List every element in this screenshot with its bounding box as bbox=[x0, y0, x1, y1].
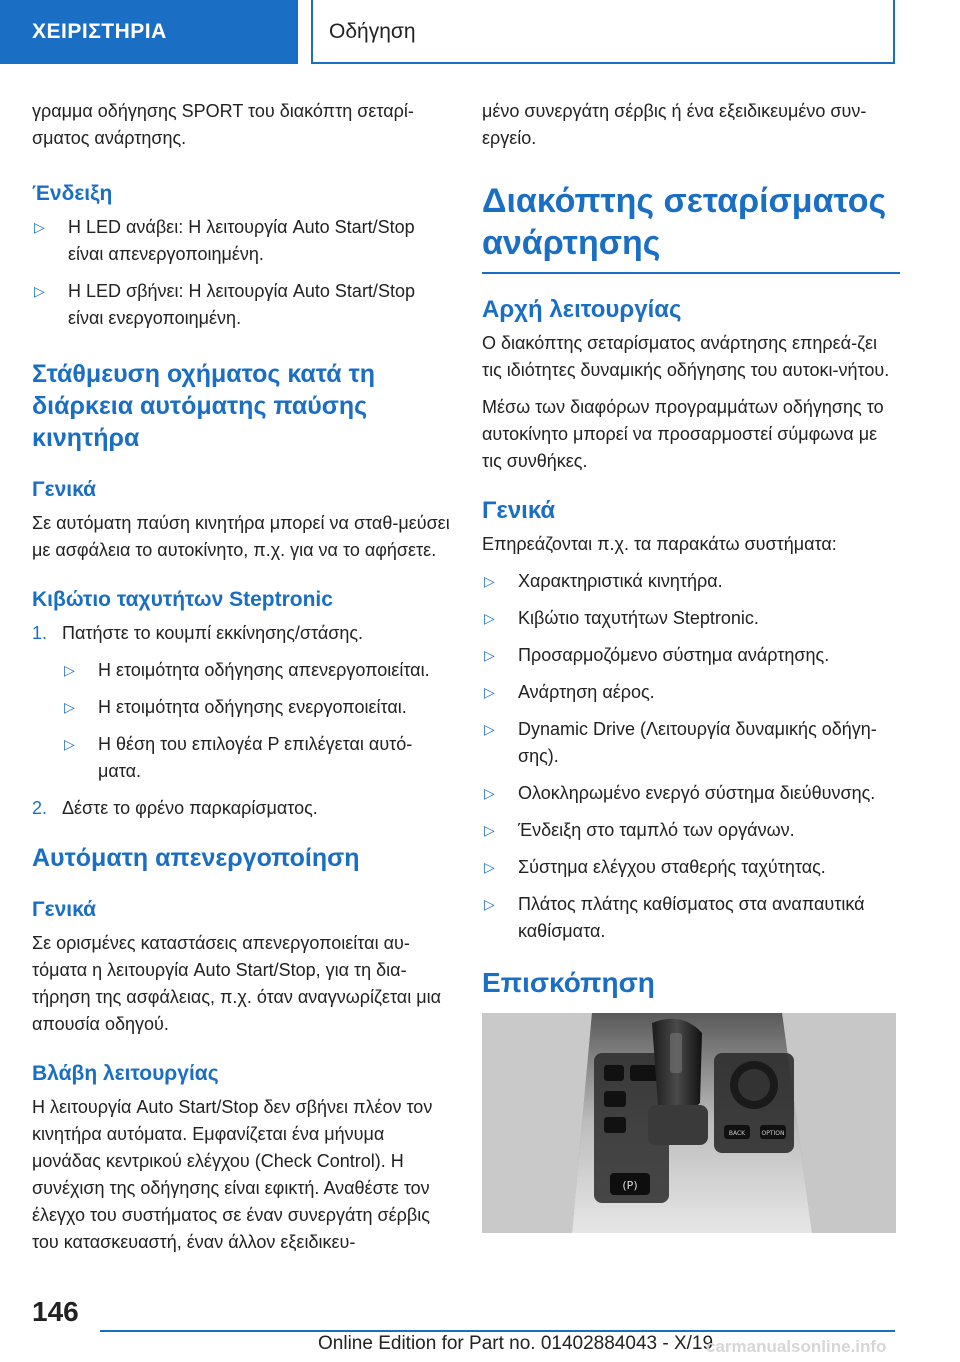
triangle-bullet-icon: ▷ bbox=[484, 859, 495, 875]
intro-paragraph: γραμμα οδήγησης SPORT του διακόπτη σεταρί-σματος ανάρτησης. bbox=[32, 101, 414, 148]
numbered-step bbox=[32, 620, 450, 647]
list-item-text: Χαρακτηριστικά κινητήρα. bbox=[518, 571, 723, 591]
numbered-step bbox=[32, 795, 450, 822]
list-item bbox=[482, 891, 900, 945]
svg-text:(P): (P) bbox=[622, 1179, 638, 1192]
list-item-text: Κιβώτιο ταχυτήτων Steptronic. bbox=[518, 608, 759, 628]
list-item bbox=[482, 679, 900, 706]
triangle-bullet-icon: ▷ bbox=[484, 822, 495, 838]
parking-heading: Στάθμευση οχήματος κατά τη διάρκεια αυτόματης παύσης κινητήρα bbox=[32, 360, 376, 452]
triangle-bullet-icon: ▷ bbox=[484, 610, 495, 626]
site-watermark: carmanualsonline.info bbox=[706, 1337, 887, 1356]
list-item bbox=[482, 780, 900, 807]
overview-heading: Επισκόπηση bbox=[482, 967, 655, 998]
principle-heading: Αρχή λειτουργίας bbox=[482, 296, 682, 323]
list-item-text: Προσαρμοζόμενο σύστημα ανάρτησης. bbox=[518, 645, 830, 665]
general-paragraph: Σε αυτόματη παύση κινητήρα μπορεί να σταθ-μεύσει με ασφάλεια το αυτοκίνητο, π.χ. για να το αφήσετε. bbox=[32, 513, 450, 560]
triangle-bullet-icon: ▷ bbox=[64, 662, 75, 678]
list-item-text: Ολοκληρωμένο ενεργό σύστημα διεύθυνσης. bbox=[518, 783, 876, 803]
auto-off-heading: Αυτόματη απενεργοποίηση bbox=[32, 844, 360, 872]
list-item-text: Η LED σβήνει: Η λειτουργία Auto Start/Stop είναι ενεργοποιημένη. bbox=[68, 281, 415, 328]
list-item bbox=[32, 278, 450, 332]
triangle-bullet-icon: ▷ bbox=[64, 736, 75, 752]
list-item bbox=[62, 731, 450, 785]
general-heading: Γενικά bbox=[32, 898, 97, 921]
list-item-text: Η ετοιμότητα οδήγησης ενεργοποιείται. bbox=[98, 697, 407, 717]
step-number: 2. bbox=[32, 798, 48, 818]
step-number: 1. bbox=[32, 623, 48, 643]
triangle-bullet-icon: ▷ bbox=[484, 647, 495, 663]
continued-paragraph: μένο συνεργάτη σέρβις ή ένα εξειδικευμένο συν-εργείο. bbox=[482, 101, 867, 148]
triangle-bullet-icon: ▷ bbox=[34, 219, 45, 235]
triangle-bullet-icon: ▷ bbox=[484, 684, 495, 700]
list-item-text: Η θέση του επιλογέα P επιλέγεται αυτό-ματα. bbox=[98, 734, 413, 781]
list-item bbox=[32, 214, 450, 268]
list-item bbox=[482, 642, 900, 669]
malfunction-paragraph: Η λειτουργία Auto Start/Stop δεν σβήνει πλέον τον κινητήρα αυτόματα. Εμφανίζεται ένα μήνυμα μονάδας κεντρικού ελέγχου (Check Control). Η συνέχιση της οδήγησης είναι εφικτή. Αναθέστε τον έλεγχο του συστήματος σε έναν συνεργάτη σέρβις του κατασκευαστή, έναν άλλον εξειδικευ- bbox=[32, 1097, 433, 1252]
triangle-bullet-icon: ▷ bbox=[484, 721, 495, 737]
general-paragraph: Επηρεάζονται π.χ. τα παρακάτω συστήματα: bbox=[482, 534, 837, 554]
list-item bbox=[482, 605, 900, 632]
main-heading: Διακόπτης σεταρίσματος ανάρτησης bbox=[482, 180, 900, 274]
page-number: 146 bbox=[32, 1296, 79, 1327]
general-heading: Γενικά bbox=[32, 478, 97, 501]
list-item-text: Dynamic Drive (Λειτουργία δυναμικής οδήγη-σης). bbox=[518, 719, 877, 766]
triangle-bullet-icon: ▷ bbox=[34, 283, 45, 299]
general-heading: Γενικά bbox=[482, 497, 556, 524]
list-item-text: Ανάρτηση αέρος. bbox=[518, 682, 655, 702]
triangle-bullet-icon: ▷ bbox=[64, 699, 75, 715]
section-tab: Οδήγηση bbox=[311, 0, 895, 64]
list-item-text: Η LED ανάβει: Η λειτουργία Auto Start/Stop είναι απενεργοποιημένη. bbox=[68, 217, 415, 264]
option-key-label: OPTION bbox=[761, 1130, 785, 1137]
left-column bbox=[32, 98, 450, 1266]
triangle-bullet-icon: ▷ bbox=[484, 896, 495, 912]
footer-edition: Online Edition for Part no. 01402884043 - X/19 bbox=[318, 1333, 714, 1354]
list-item bbox=[482, 817, 900, 844]
list-item-text: Η ετοιμότητα οδήγησης απενεργοποιείται. bbox=[98, 660, 430, 680]
center-console-photo bbox=[482, 1013, 896, 1233]
list-item bbox=[482, 716, 900, 770]
steptronic-heading: Κιβώτιο ταχυτήτων Steptronic bbox=[32, 588, 333, 611]
malfunction-heading: Βλάβη λειτουργίας bbox=[32, 1062, 219, 1085]
list-item-text: Ένδειξη στο ταμπλό των οργάνων. bbox=[518, 820, 795, 840]
indication-heading: Ένδειξη bbox=[32, 182, 113, 205]
nested-list bbox=[62, 657, 450, 785]
right-column bbox=[482, 98, 900, 1233]
chapter-tab: ΧΕΙΡΙΣΤΗΡΙΑ bbox=[0, 0, 298, 64]
triangle-bullet-icon: ▷ bbox=[484, 573, 495, 589]
triangle-bullet-icon: ▷ bbox=[484, 785, 495, 801]
step-text: Δέστε το φρένο παρκαρίσματος. bbox=[62, 798, 318, 818]
back-key-label: BACK bbox=[728, 1130, 746, 1137]
footer-rule bbox=[100, 1330, 895, 1332]
principle-paragraph-2: Μέσω των διαφόρων προγραμμάτων οδήγησης το αυτοκίνητο μπορεί να προσαρμοστεί σύμφωνα με τις συνθήκες. bbox=[482, 397, 884, 471]
list-item-text: Πλάτος πλάτης καθίσματος στα αναπαυτικά καθίσματα. bbox=[518, 894, 865, 941]
step-text: Πατήστε το κουμπί εκκίνησης/στάσης. bbox=[62, 623, 364, 643]
list-item bbox=[62, 694, 450, 721]
auto-off-paragraph: Σε ορισμένες καταστάσεις απενεργοποιείται αυ-τόματα η λειτουργία Auto Start/Stop, για τη δια-τήρηση της ασφάλειας, π.χ. όταν αναγνωρίζεται μια απουσία οδηγού. bbox=[32, 933, 441, 1034]
center-console-illustration bbox=[482, 1013, 896, 1233]
list-item-text: Σύστημα ελέγχου σταθερής ταχύτητας. bbox=[518, 857, 826, 877]
list-item bbox=[482, 568, 900, 595]
principle-paragraph-1: Ο διακόπτης σεταρίσματος ανάρτησης επηρεά-ζει τις ιδιότητες δυναμικής οδήγησης του αυτοκι-νήτου. bbox=[482, 333, 890, 380]
list-item bbox=[482, 854, 900, 881]
list-item bbox=[62, 657, 450, 684]
